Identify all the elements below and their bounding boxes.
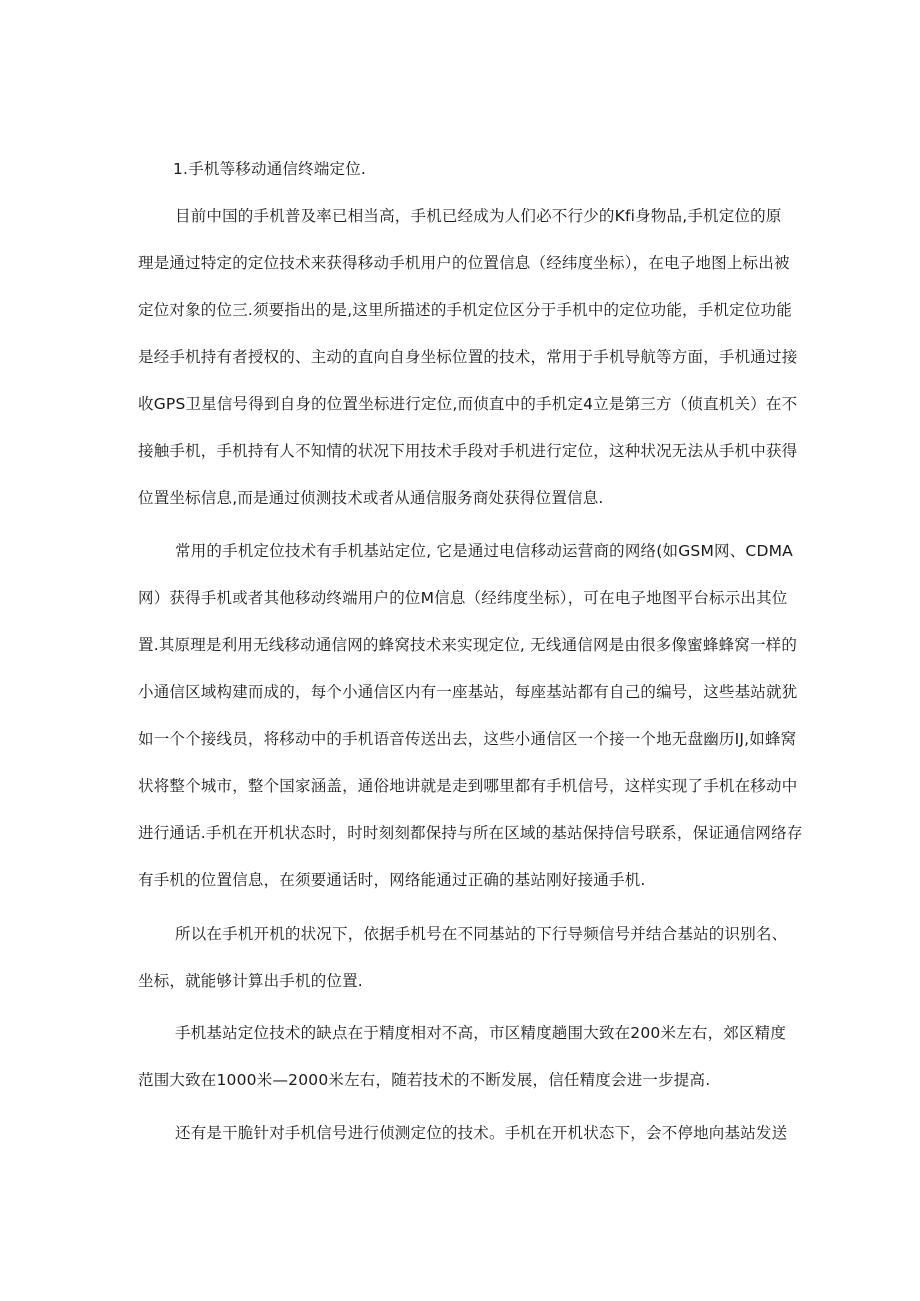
text-line: 网）获得手机或者其他移动终端用户的位M信息（经纬度坐标），可在电子地图平台标示出其位: [138, 589, 788, 607]
text-line: 坐标，就能够计算出手机的位置.: [138, 972, 363, 990]
text-line: 位置坐标信息,而是通过侦测技术或者从通信服务商处获得位置信息.: [138, 489, 604, 507]
text-line: 定位对象的位三.须要指出的是,这里所描述的手机定位区分于手机中的定位功能，手机定位功能: [138, 301, 792, 319]
text-line: 置.其原理是利用无线移动通信网的蜂窝技术来实现定位, 无线通信网是由很多像蜜蜂蜂窝一样的: [138, 636, 798, 654]
text-line: 范围大致在1000米—2000米左右，随若技术的不断发展，信任精度会进一步提高.: [138, 1071, 711, 1089]
text-line: 有手机的位置信息，在须要通话时，网络能通过正确的基站刚好接通手机.: [138, 871, 646, 889]
text-line: 收GPS卫星信号得到自身的位置坐标进行定位,而侦直中的手机定4立是第三方（侦直机关）在不: [138, 395, 798, 413]
text-line: 手机基站定位技术的缺点在于精度相对不高，市区精度趟围大致在200米左右，郊区精度: [175, 1024, 787, 1042]
text-line: 如一个个接线员，将移动中的手机语音传送出去，这些小通信区一个接一个地无盘幽历IJ,如蜂窝: [138, 730, 797, 748]
text-line: 状将整个城市，整个国家涵盖，通俗地讲就是走到哪里都有手机信号，这样实现了手机在移动中: [138, 777, 798, 795]
text-line: 还有是干脆针对手机信号进行侦测定位的技术。手机在开机状态下，会不停地向基站发送: [175, 1124, 788, 1142]
text-line: 进行通话.手机在开机状态时，时时刻刻都保持与所在区域的基站保持信号联系，保证通信网络存: [138, 824, 803, 842]
section-heading: 1.手机等移动通信终端定位.: [173, 160, 367, 178]
text-line: 小通信区域构建而成的，每个小通信区内有一座基站，每座基站都有自己的编号，这些基站就犹: [138, 683, 798, 701]
text-line: 是经手机持有者授权的、主动的直向自身坐标位置的技术，常用于手机导航等方面，手机通过接: [138, 348, 798, 366]
text-line: 目前中国的手机普及率已相当高，手机已经成为人们必不行少的Kfi身物品,手机定位的原: [175, 207, 782, 225]
text-line: 所以在手机开机的状况下，依据手机号在不同基站的下行导频信号并结合基站的识别名、: [175, 925, 788, 943]
text-line: 常用的手机定位技术有手机基站定位, 它是通过电信移动运营商的网络(如GSM网、CDMA: [175, 542, 793, 560]
text-line: 接触手机，手机持有人不知情的状况下用技术手段对手机进行定位，这种状况无法从手机中获得: [138, 442, 798, 460]
text-line: 理是通过特定的定位技术来获得移动手机用户的位置信息（经纬度坐标），在电子地图上标出被: [138, 254, 790, 272]
